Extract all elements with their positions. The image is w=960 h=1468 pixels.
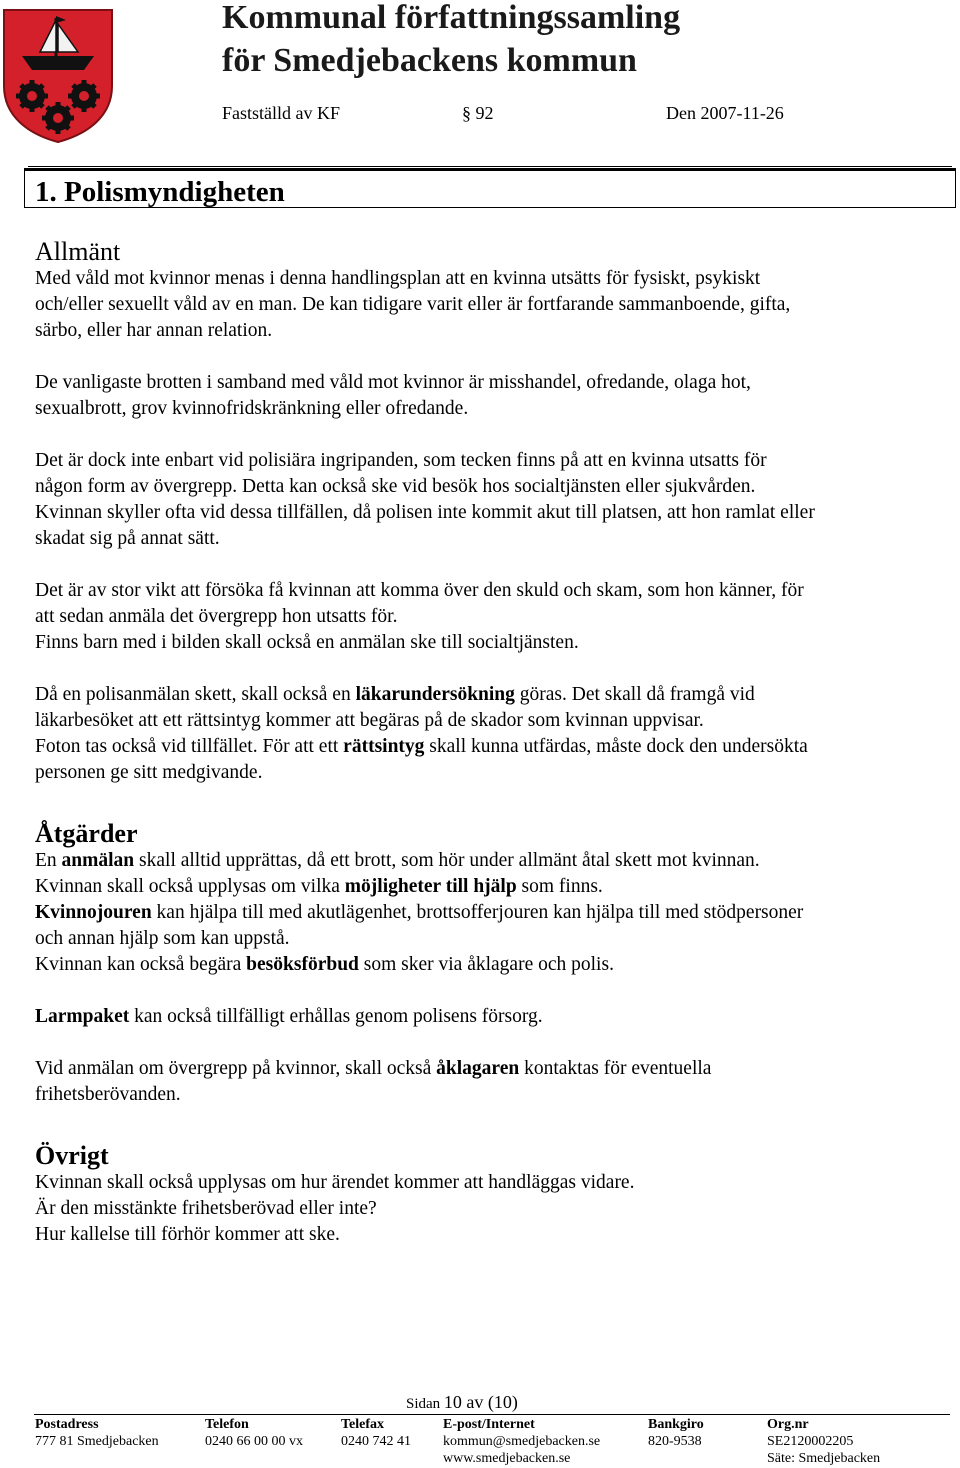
page-number (406, 1392, 518, 1414)
section-title: 1. Polismyndigheten (35, 176, 285, 208)
text-line: Det är dock inte enbart vid polisiära ingripanden, som tecken finns på att en kvinna utsatts för (35, 450, 767, 471)
footer-internet (443, 1416, 600, 1467)
text-run: kan också tillfälligt erhållas genom polisens försorg. (129, 1006, 543, 1027)
footer-telefax (341, 1416, 411, 1450)
footer-label: E-post/Internet (443, 1417, 535, 1432)
text-line: Det är av stor vikt att försöka få kvinnan att komma över den skuld och skam, som hon känner, för (35, 580, 804, 601)
footer-label: Postadress (35, 1417, 99, 1432)
footer-postadress (35, 1416, 159, 1450)
section-number: § 92 (462, 103, 494, 123)
paragraph-2 (35, 370, 947, 422)
footer-value: 0240 742 41 (341, 1434, 411, 1449)
text-line: Kvinnan skyller ofta vid dessa tillfällen, då polisen inte kommit akut till platsen, att hon ramlat eller (35, 502, 815, 523)
footer-value: 0240 66 00 00 vx (205, 1434, 303, 1449)
text-line: särbo, eller har annan relation. (35, 320, 273, 341)
document-title (222, 0, 680, 82)
text-line: Hur kallelse till förhör kommer att ske. (35, 1224, 340, 1245)
header-divider (28, 166, 952, 167)
emphasis-kvinnojouren: Kvinnojouren (35, 902, 152, 923)
heading-allmant: Allmänt (35, 237, 121, 266)
text-line: skadat sig på annat sätt. (35, 528, 220, 549)
footer-telefon (205, 1416, 303, 1450)
text-line: Är den misstänkte frihetsberövad eller inte? (35, 1198, 377, 1219)
text-line: läkarbesöket att ett rättsintyg kommer att begäras på de skador som kvinnan uppvisar. (35, 710, 704, 731)
footer-label: Telefax (341, 1417, 385, 1432)
text-line: frihetsberövanden. (35, 1084, 181, 1105)
text-run: En (35, 850, 62, 871)
text-run: kan hjälpa till med akutlägenhet, brottsofferjouren kan hjälpa till med stödpersoner (151, 902, 804, 923)
text-line: Med våld mot kvinnor menas i denna handlingsplan att en kvinna utsätts för fysiskt, psykiskt (35, 268, 761, 289)
page-prefix: Sidan (406, 1396, 441, 1412)
text-line: personen ge sitt medgivande. (35, 762, 263, 783)
document-body (35, 238, 947, 1248)
text-run: Vid anmälan om övergrepp på kvinnor, skall också (35, 1058, 437, 1079)
footer-value: 777 81 Smedjebacken (35, 1434, 159, 1449)
ovrigt-paragraph (35, 1170, 947, 1248)
atgarder-paragraph-1 (35, 848, 947, 978)
text-run: Då en polisanmälan skett, skall också en (35, 684, 356, 705)
emphasis-rattsintyg: rättsintyg (343, 736, 425, 757)
footer-orgnr (767, 1416, 880, 1467)
text-run: skall alltid upprättas, då ett brott, som hör under allmänt åtal skett mot kvinnan. (134, 850, 760, 871)
text-line: sexualbrott, grov kvinnofridskränkning eller ofredande. (35, 398, 469, 419)
text-line: De vanligaste brotten i samband med våld mot kvinnor är misshandel, ofredande, olaga hot, (35, 372, 751, 393)
text-run: som finns. (516, 876, 603, 897)
footer-bankgiro (648, 1416, 704, 1450)
title-line-2: för Smedjebackens kommun (222, 42, 637, 79)
text-line: Kvinnan skall också upplysas om hur ärendet kommer att handläggas vidare. (35, 1172, 635, 1193)
footer-divider (34, 1414, 950, 1415)
emphasis-mojligheter: möjligheter till hjälp (344, 876, 517, 897)
text-run: Kvinnan kan också begära (35, 954, 247, 975)
footer-value: SE2120002205 (767, 1434, 854, 1449)
text-line: Finns barn med i bilden skall också en anmälan ske till socialtjänsten. (35, 632, 579, 653)
section-title-box (24, 168, 956, 208)
paragraph-5 (35, 682, 947, 786)
footer-label: Telefon (205, 1417, 249, 1432)
emphasis-besoksforbud: besöksförbud (246, 954, 359, 975)
page-value: 10 av (10) (443, 1392, 518, 1412)
text-line: och annan hjälp som kan uppstå. (35, 928, 290, 949)
adoption-date: Den 2007-11-26 (666, 103, 784, 123)
text-line: att sedan anmäla det övergrepp hon utsatts för. (35, 606, 398, 627)
text-run: Foton tas också vid tillfället. För att ett (35, 736, 344, 757)
text-line: någon form av övergrepp. Detta kan också ske vid besök hos socialtjänsten eller sjukvården. (35, 476, 756, 497)
footer-label: Org.nr (767, 1417, 809, 1432)
heading-atgarder: Åtgärder (35, 819, 138, 848)
coat-of-arms-icon (0, 4, 116, 144)
paragraph-3 (35, 448, 947, 552)
footer-value: 820-9538 (648, 1434, 702, 1449)
paragraph-4 (35, 578, 947, 656)
text-line: och/eller sexuellt våld av en man. De kan tidigare varit eller är fortfarande sammanboende, gifta, (35, 294, 791, 315)
heading-ovrigt: Övrigt (35, 1141, 109, 1170)
emphasis-larmpaket: Larmpaket (35, 1006, 130, 1027)
text-run: Kvinnan skall också upplysas om vilka (35, 876, 345, 897)
footer-email-link[interactable]: kommun@smedjebacken.se (443, 1434, 601, 1449)
text-run: som sker via åklagare och polis. (358, 954, 614, 975)
text-run: kontaktas för eventuella (519, 1058, 712, 1079)
title-line-1: Kommunal författningssamling (222, 0, 681, 36)
footer-label: Bankgiro (648, 1417, 704, 1432)
emphasis-anmalan: anmälan (61, 850, 135, 871)
atgarder-paragraph-3 (35, 1056, 947, 1108)
atgarder-paragraph-2 (35, 1004, 947, 1030)
adopted-by: Fastställd av KF (222, 103, 341, 123)
text-run: göras. Det skall då framgå vid (514, 684, 755, 705)
emphasis-lakarundersokning: läkarundersökning (355, 684, 515, 705)
emphasis-aklagaren: åklagaren (436, 1058, 520, 1079)
paragraph-1 (35, 266, 947, 344)
text-run: skall kunna utfärdas, måste dock den undersökta (424, 736, 808, 757)
footer-seat: Säte: Smedjebacken (767, 1451, 881, 1466)
footer-web-link[interactable]: www.smedjebacken.se (443, 1451, 571, 1466)
